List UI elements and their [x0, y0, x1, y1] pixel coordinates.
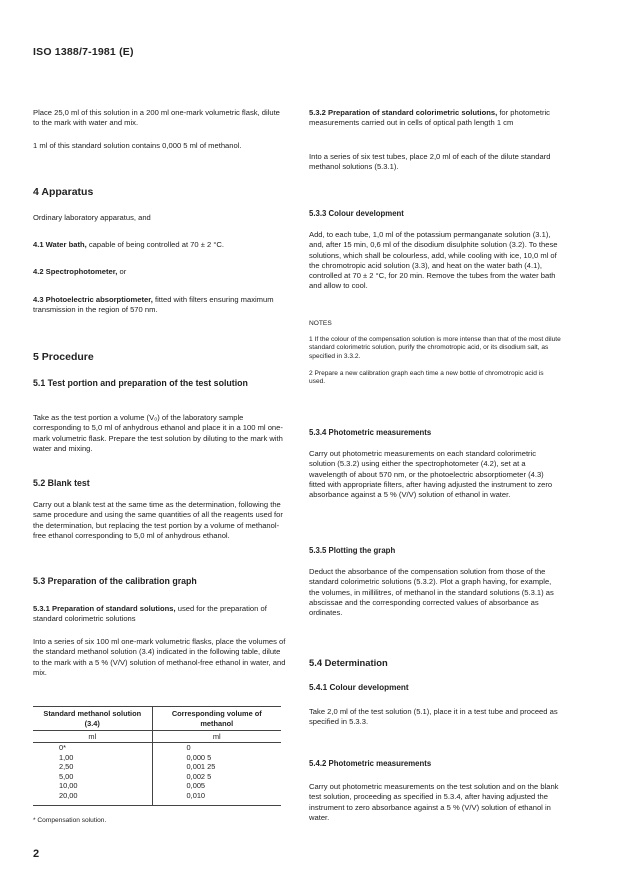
item-4-3-text: fitted with filters ensuring maximum transmission in the region of 570 nm.	[33, 295, 274, 315]
section-5-1-title: 5.1 Test portion and preparation of the test solution	[33, 378, 248, 388]
section-5-3-4-title: 5.3.4 Photometric measurements	[309, 428, 432, 437]
item-4-2-text: or	[117, 267, 127, 276]
table-cell: 0,005	[186, 781, 206, 791]
table-unit-col2: ml	[152, 731, 281, 743]
section-5-4-2-title: 5.4.2 Photometric measurements	[309, 759, 432, 768]
section-5-4-1-title: 5.4.1 Colour development	[309, 683, 409, 692]
item-4-1	[33, 240, 288, 250]
section-5-4-title: 5.4 Determination	[309, 657, 388, 668]
item-4-1-head: 4.1 Water bath,	[33, 240, 87, 249]
table-row	[33, 772, 281, 782]
section-5-3-2	[309, 108, 561, 129]
item-4-2-head: 4.2 Spectrophotometer,	[33, 267, 118, 276]
item-4-1-text: capable of being controlled at 70 ± 2 °C.	[86, 240, 224, 249]
table-cell: 2,50	[33, 762, 152, 772]
table-row	[33, 743, 281, 753]
table-cell: 0	[186, 743, 191, 752]
section-4-title: 4 Apparatus	[33, 186, 94, 198]
paragraph-dilution: Place 25,0 ml of this solution in a 200 ml one-mark volumetric flask, dilute to the mark with water and mix.	[33, 108, 280, 128]
table-footnote: * Compensation solution.	[33, 817, 107, 824]
left-column	[33, 108, 288, 129]
item-4-3	[33, 295, 288, 316]
section-5-3-2-text: for photometric measurements carried out in cells of optical path length 1 cm	[309, 108, 550, 128]
table-row	[33, 781, 281, 791]
table-cell: 20,00	[33, 791, 152, 805]
notes-title: NOTES	[309, 320, 332, 327]
item-4-3-head: 4.3 Photoelectric absorptiometer,	[33, 295, 153, 304]
table-header-standard-methanol: Standard methanol solution (3.4)	[33, 707, 152, 731]
table-cell: 0,001 25	[186, 762, 216, 772]
left-block-p2	[33, 141, 288, 151]
section-5-2-text: Carry out a blank test at the same time as the determination, following the same procedure and using the same quantities of all the reagents used for the determination, but replacing the test portion by a volume of methanol-free ethanol corresponding to 5,0 ml of anhydrous ethanol.	[33, 500, 283, 540]
standard-solutions-table	[33, 706, 281, 806]
section-5-3-2-head: 5.3.2 Preparation of standard colorimetric solutions,	[309, 108, 498, 117]
note-1: 1 If the colour of the compensation solution is more intense than that of the most dilute standard colorimetric solution, purify the chromotropic acid, or its disodium salt, as specified in 3.3.2.	[309, 336, 561, 360]
section-5-3-5-title: 5.3.5 Plotting the graph	[309, 546, 396, 555]
section-5-4-2-text: Carry out photometric measurements on the test solution and on the blank test solution, proceeding as specified in 5.3.4, after having adjusted the instrument to zero absorbance against a 5 % (V/V) solution of ethanol in water.	[309, 782, 559, 822]
section-5-2-title: 5.2 Blank test	[33, 478, 90, 488]
section-5-3-3-title: 5.3.3 Colour development	[309, 209, 404, 218]
table-header-corresponding-volume: Corresponding volume of methanol	[152, 707, 281, 731]
table-row	[33, 762, 281, 772]
document-code-header: ISO 1388/7-1981 (E)	[33, 46, 134, 58]
section-5-3-1-head: 5.3.1 Preparation of standard solutions,	[33, 604, 176, 613]
section-4-intro: Ordinary laboratory apparatus, and	[33, 213, 151, 222]
table-cell: 0,000 5	[186, 752, 212, 762]
section-5-3-2-p2: Into a series of six test tubes, place 2,0 ml of each of the dilute standard methanol solutions (5.3.1).	[309, 152, 551, 172]
table-cell: 0,002 5	[186, 771, 212, 781]
table-row	[33, 791, 281, 805]
table-cell: 5,00	[33, 772, 152, 782]
section-5-4-1-text: Take 2,0 ml of the test solution (5.1), place it in a test tube and proceed as specified in 5.3.3.	[309, 707, 558, 727]
section-5-3-1-p2: Into a series of six 100 ml one-mark volumetric flasks, place the volumes of the standard methanol solution (3.4) indicated in the following table, dilute to the mark with a 5 % (V/V) solution of methanol-free ethanol in water, and mix.	[33, 637, 286, 677]
paragraph-standard-content: 1 ml of this standard solution contains 0,000 5 ml of methanol.	[33, 141, 242, 150]
page-number: 2	[33, 848, 40, 860]
table-cell: 10,00	[33, 781, 152, 791]
item-4-2	[33, 267, 288, 277]
section-5-3-1-text: used for the preparation of standard colorimetric solutions	[33, 604, 267, 624]
section-5-1-text: Take as the test portion a volume (V₀) of the laboratory sample corresponding to 5,0 ml of anhydrous ethanol and place it in a 100 ml one-mark volumetric flask. Prepare the test solution by diluting to the mark with water and mixing.	[33, 413, 283, 453]
section-5-title: 5 Procedure	[33, 351, 94, 363]
section-5-3-5-text: Deduct the absorbance of the compensation solution from those of the standard colorimetric solutions (5.3.2). Plot a graph having, for example, the volumes, in millilitres, of methanol in the standard solutions (5.3.1) as abscissae and the corresponding corrected values of absorbance as ordinates.	[309, 567, 554, 618]
section-5-3-3-text: Add, to each tube, 1,0 ml of the potassium permanganate solution (3.1), and, after 15 min, 0,6 ml of the disodium disulphite solution (3.2). To these solutions, which shall be colourless, add, while cooling with ice, 10,0 ml of the chromotropic acid solution (3.3), and heat on the water bath (4.1), controlled at 70 ± 2 °C, for 20 min. Remove the tubes from the water bath and allow to cool.	[309, 230, 558, 291]
table-cell: 0*	[33, 743, 152, 753]
table-unit-col1: ml	[33, 731, 152, 743]
table-row	[33, 753, 281, 763]
table-cell: 0,010	[152, 791, 281, 805]
note-2: 2 Prepare a new calibration graph each time a new bottle of chromotropic acid is used.	[309, 370, 544, 386]
table-cell: 1,00	[33, 753, 152, 763]
section-5-3-4-text: Carry out photometric measurements on each standard colorimetric solution (5.3.2) using either the spectrophotometer (4.2), set at a wavelength of about 570 nm, or the photoelectric absorptiometer (4.3) fitted with appropriate filters, after having adjusted the instrument to zero absorbance against a 5 % (V/V) solution of ethanol in water.	[309, 449, 553, 500]
section-5-3-1	[33, 604, 288, 625]
section-5-3-title: 5.3 Preparation of the calibration graph	[33, 576, 197, 586]
